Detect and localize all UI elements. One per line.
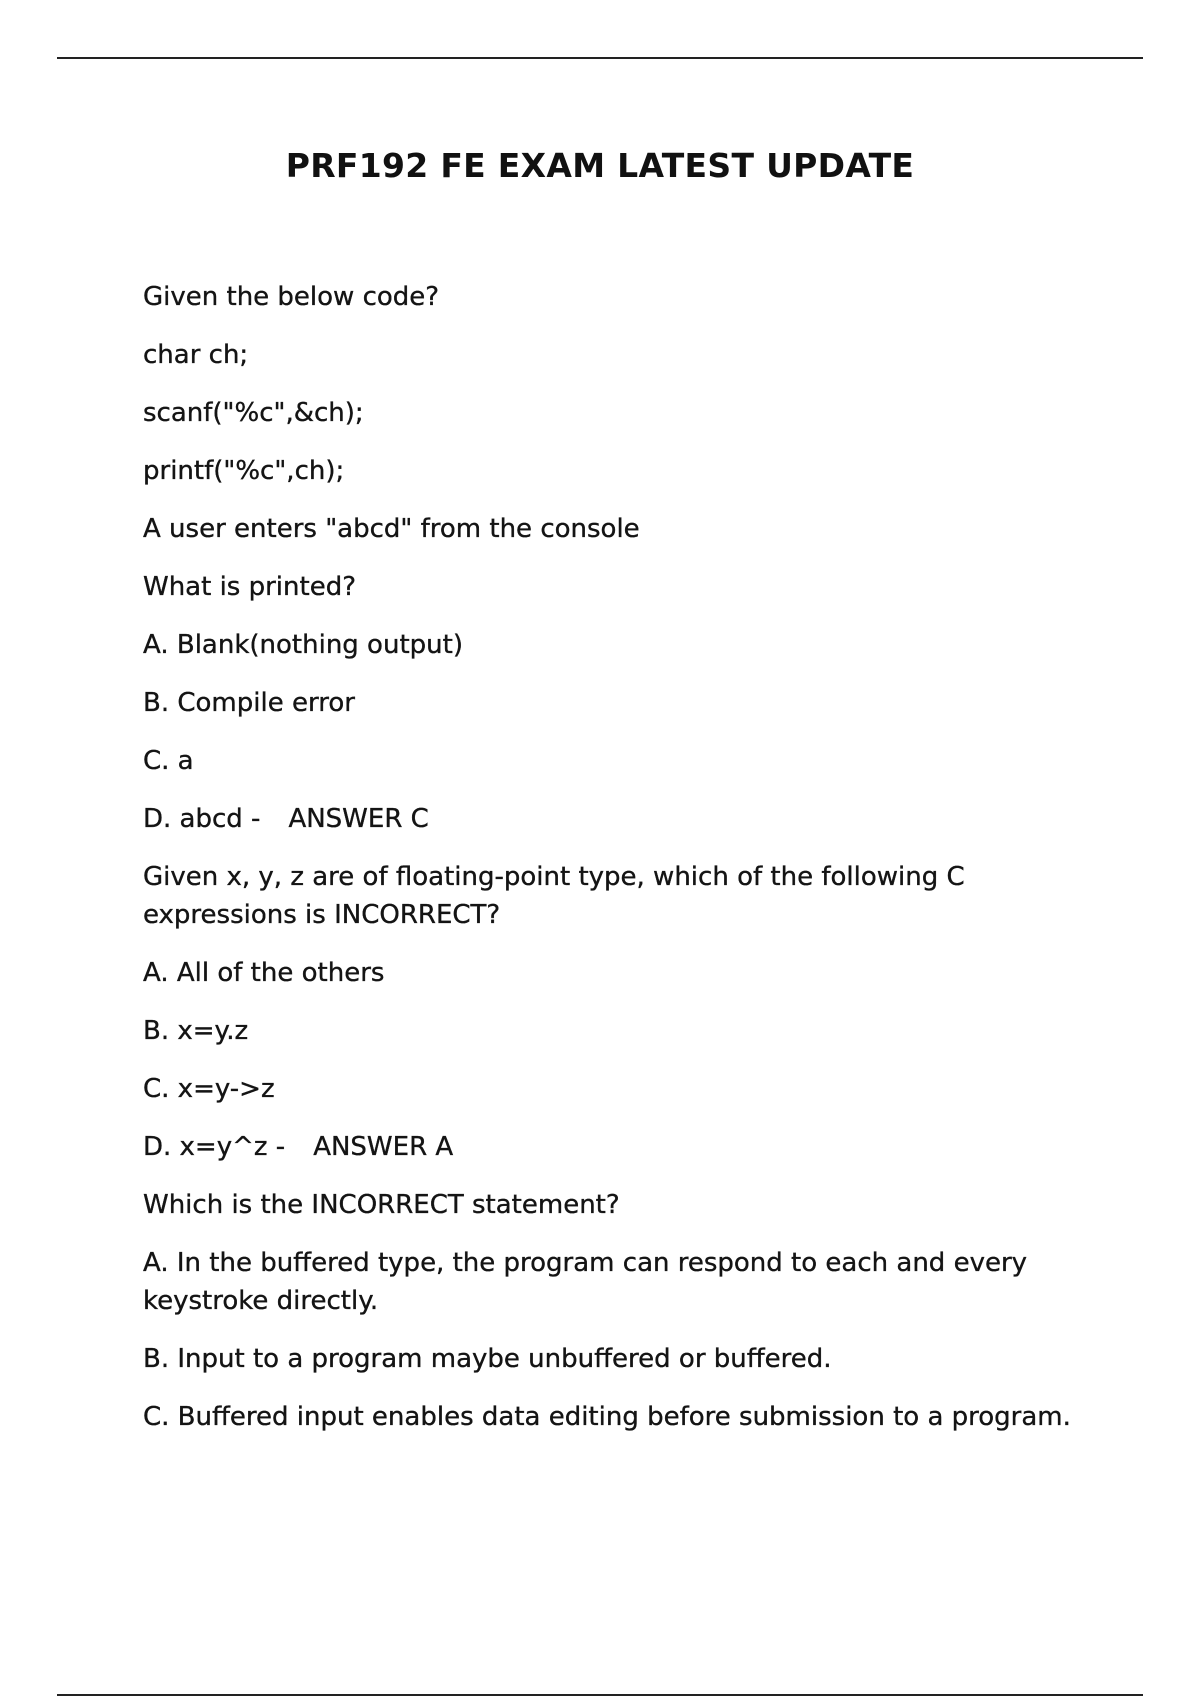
question-1-stem-1: Given the below code? bbox=[143, 282, 440, 312]
question-1-code-line-2: scanf("%c",&ch); bbox=[143, 398, 364, 428]
question-3-option-a: A. In the buffered type, the program can respond to each and every keystroke directly. bbox=[143, 1248, 1028, 1316]
question-3-option-c: C. Buffered input enables data editing before submission to a program. bbox=[143, 1402, 1071, 1432]
question-1-option-b: B. Compile error bbox=[143, 688, 355, 718]
question-3-option-b: B. Input to a program maybe unbuffered or buffered. bbox=[143, 1344, 832, 1374]
question-3-stem: Which is the INCORRECT statement? bbox=[143, 1190, 620, 1220]
question-1-option-a: A. Blank(nothing output) bbox=[143, 630, 463, 660]
question-2-option-d: D. x=y^z - bbox=[143, 1132, 286, 1162]
question-1-option-d: D. abcd - bbox=[143, 804, 261, 834]
question-1-stem-3: What is printed? bbox=[143, 572, 357, 602]
question-1-option-c: C. a bbox=[143, 746, 194, 776]
question-1-option-d-row bbox=[143, 800, 1103, 838]
question-1-stem-2: A user enters "abcd" from the console bbox=[143, 514, 640, 544]
question-2-option-a: A. All of the others bbox=[143, 958, 385, 988]
question-2-option-b: B. x=y.z bbox=[143, 1016, 249, 1046]
question-2-option-d-row bbox=[143, 1128, 1103, 1166]
page-title: PRF192 FE EXAM LATEST UPDATE bbox=[285, 146, 915, 185]
question-2-stem: Given x, y, z are of floating-point type, which of the following C expressions is INCORRECT? bbox=[143, 862, 965, 930]
question-2-option-c: C. x=y->z bbox=[143, 1074, 275, 1104]
question-1-code-line-3: printf("%c",ch); bbox=[143, 456, 345, 486]
document-body bbox=[143, 278, 1103, 1456]
question-2-answer: ANSWER A bbox=[313, 1132, 454, 1162]
bottom-rule bbox=[57, 1694, 1143, 1696]
question-1-answer: ANSWER C bbox=[288, 804, 429, 834]
question-1-code-line-1: char ch; bbox=[143, 340, 249, 370]
top-rule bbox=[57, 57, 1143, 59]
